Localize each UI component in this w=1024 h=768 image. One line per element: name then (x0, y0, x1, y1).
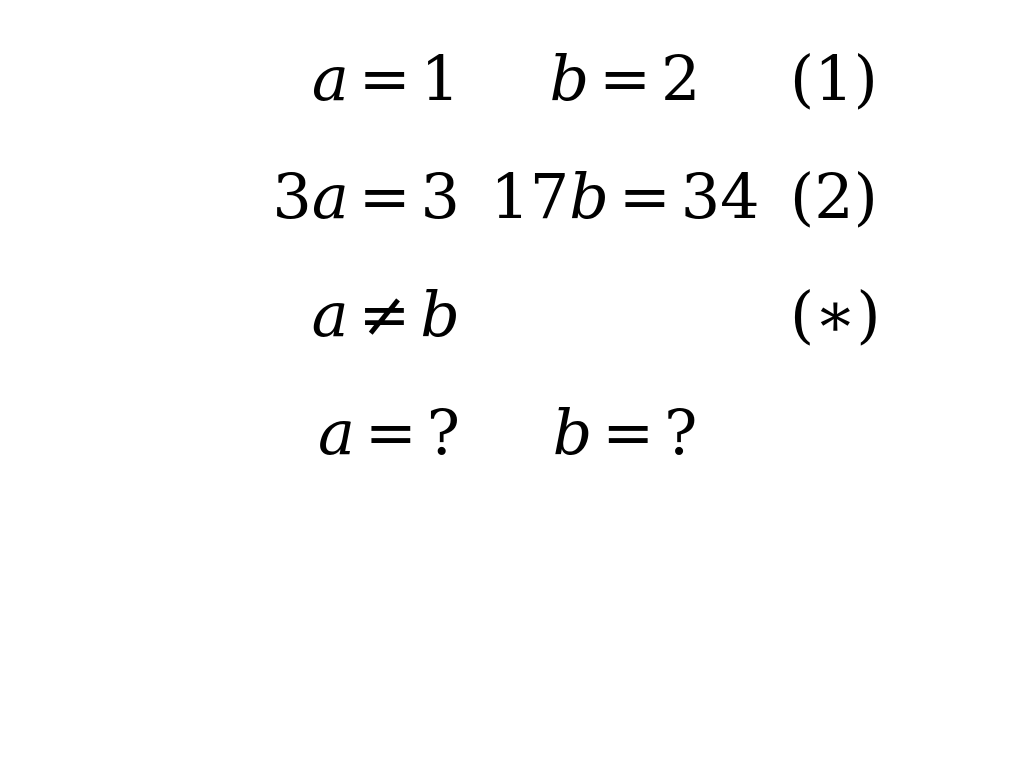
equation-operator: = (358, 42, 411, 115)
equation-lhs: a (311, 160, 349, 233)
equation-operator: = (599, 42, 652, 115)
equation-tag: (1) (790, 42, 878, 115)
equation-left-expression (0, 396, 460, 469)
equation-operator: = (364, 396, 417, 469)
equation-row (0, 396, 1024, 520)
equation-operator: = (618, 160, 671, 233)
equation-rhs-unknown: ? (426, 396, 460, 469)
equation-lhs: a (311, 42, 349, 115)
equation-left-expression (0, 278, 460, 351)
equation-lhs: a (318, 396, 355, 469)
equation-lhs: a (311, 278, 349, 351)
equation-block (0, 42, 1024, 520)
equation-coefficient: 17 (490, 160, 570, 233)
equation-rhs: 3 (420, 160, 460, 233)
equation-row (0, 278, 1024, 402)
equation-rhs: 2 (661, 42, 701, 115)
equation-left-expression (0, 160, 460, 233)
equation-coefficient: 3 (272, 160, 312, 233)
equation-left-expression (0, 42, 460, 115)
equation-lhs: b (549, 42, 590, 115)
equation-row (0, 160, 1024, 284)
equation-lhs: b (552, 396, 593, 469)
equation-right-expression (460, 42, 790, 115)
equation-rhs: 34 (680, 160, 760, 233)
equation-rhs: 1 (420, 42, 460, 115)
equation-tag: (2) (790, 160, 878, 233)
equation-row (0, 42, 1024, 166)
equation-tag: (∗) (790, 278, 881, 351)
equation-operator: = (602, 396, 655, 469)
equation-rhs-unknown: ? (664, 396, 698, 469)
equation-lhs: b (569, 160, 609, 233)
equation-rhs: b (420, 278, 460, 351)
equation-right-expression (460, 396, 790, 469)
not-equal-operator: ≠ (358, 278, 411, 351)
equation-operator: = (358, 160, 411, 233)
equation-right-expression (460, 160, 790, 233)
